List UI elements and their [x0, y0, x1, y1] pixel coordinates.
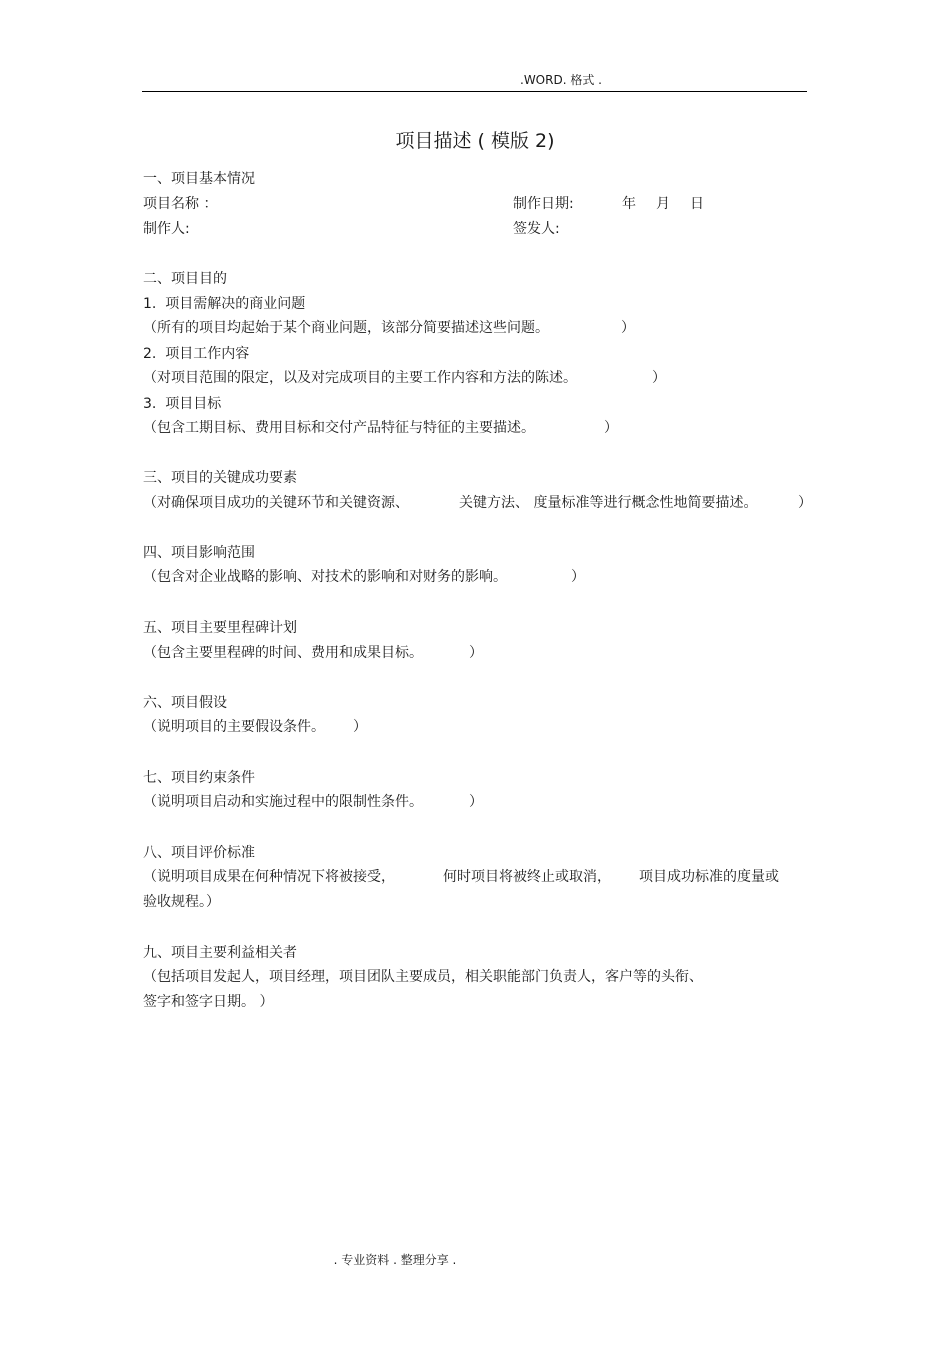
- issuer-label: 签发人:: [513, 221, 560, 237]
- section6-heading: 六、项目假设: [143, 695, 227, 711]
- section2-item2-title: 2. 项目工作内容: [143, 346, 250, 362]
- section2-item3-title: 3. 项目目标: [143, 396, 222, 412]
- header-rule: [142, 91, 807, 92]
- section2-heading: 二、项目目的: [143, 271, 227, 287]
- section7-desc: （说明项目启动和实施过程中的限制性条件。: [143, 794, 423, 810]
- section3-close: ）: [798, 495, 812, 511]
- section8-desc-part2: 何时项目将被终止或取消，: [443, 869, 611, 885]
- section9-heading: 九、项目主要利益相关者: [143, 945, 297, 961]
- section6-close: ）: [353, 719, 367, 735]
- document-title: 项目描述 ( 模版 2): [395, 130, 555, 152]
- section8-desc-part3: 项目成功标准的度量或: [639, 869, 779, 885]
- section9-desc-line1: （包括项目发起人，项目经理，项目团队主要成员，相关职能部门负责人，客户等的头衔、: [143, 969, 703, 985]
- section3-heading: 三、项目的关键成功要素: [143, 470, 297, 486]
- section7-close: ）: [469, 794, 483, 810]
- section4-close: ）: [571, 569, 585, 585]
- date-month: 月: [656, 196, 670, 212]
- section2-item2-close: ）: [652, 370, 666, 386]
- section1-heading: 一、项目基本情况: [143, 171, 255, 187]
- page-footer-text: . 专业资料 . 整理分享 .: [333, 1253, 457, 1267]
- section9-desc-line2: 签字和签字日期。 ）: [143, 994, 274, 1010]
- page-header-text: .WORD. 格式 .: [520, 73, 602, 87]
- section8-desc-line2: 验收规程。）: [143, 894, 220, 910]
- section8-desc-part1: （说明项目成果在何种情况下将被接受，: [143, 869, 395, 885]
- section8-heading: 八、项目评价标准: [143, 845, 255, 861]
- section6-desc: （说明项目的主要假设条件。: [143, 719, 325, 735]
- section5-close: ）: [469, 645, 483, 661]
- author-label: 制作人:: [143, 221, 190, 237]
- section4-heading: 四、项目影响范围: [143, 545, 255, 561]
- section4-desc: （包含对企业战略的影响、对技术的影响和对财务的影响。: [143, 569, 507, 585]
- section2-item3-desc: （包含工期目标、费用目标和交付产品特征与特征的主要描述。: [143, 420, 535, 436]
- section3-desc-part1: （对确保项目成功的关键环节和关键资源、: [143, 495, 409, 511]
- date-year: 年: [622, 196, 636, 212]
- section2-item1-close: ）: [621, 320, 635, 336]
- date-label: 制作日期:: [513, 196, 574, 212]
- section2-item2-desc: （对项目范围的限定，以及对完成项目的主要工作内容和方法的陈述。: [143, 370, 577, 386]
- section3-desc-part2: 关键方法、 度量标准等进行概念性地简要描述。: [459, 495, 758, 511]
- section2-item1-desc: （所有的项目均起始于某个商业问题，该部分简要描述这些问题。: [143, 320, 549, 336]
- section7-heading: 七、项目约束条件: [143, 770, 255, 786]
- section2-item3-close: ）: [604, 420, 618, 436]
- section2-item1-title: 1. 项目需解决的商业问题: [143, 296, 306, 312]
- section5-heading: 五、项目主要里程碑计划: [143, 620, 297, 636]
- project-name-label: 项目名称 ：: [143, 196, 218, 212]
- date-day: 日: [690, 196, 704, 212]
- section5-desc: （包含主要里程碑的时间、费用和成果目标。: [143, 645, 423, 661]
